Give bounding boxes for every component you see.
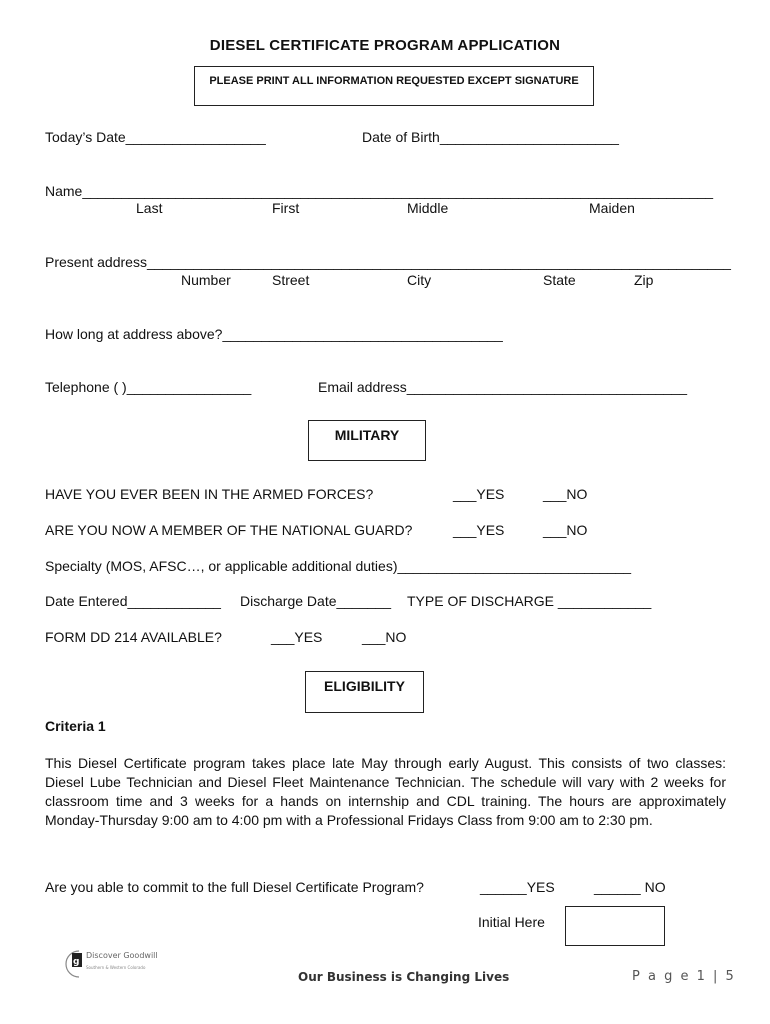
- national-guard-question: ARE YOU NOW A MEMBER OF THE NATIONAL GUARD?: [45, 522, 413, 538]
- armed-forces-yes[interactable]: ___YES: [453, 486, 505, 502]
- commit-question: Are you able to commit to the full Diesel Certificate Program?: [45, 879, 424, 895]
- commit-no[interactable]: ______ NO: [594, 879, 666, 895]
- specialty-field[interactable]: Specialty (MOS, AFSC…, or applicable additional duties)______________________________: [45, 558, 632, 574]
- national-guard-yes[interactable]: ___YES: [453, 522, 505, 538]
- military-heading: MILITARY: [308, 420, 426, 461]
- armed-forces-question: HAVE YOU EVER BEEN IN THE ARMED FORCES?: [45, 486, 374, 502]
- form-title: DIESEL CERTIFICATE PROGRAM APPLICATION: [209, 37, 561, 54]
- address-part-number: Number: [181, 272, 231, 288]
- discharge-type-field[interactable]: TYPE OF DISCHARGE ____________: [407, 593, 652, 609]
- program-description: This Diesel Certificate program takes place late May through early August. This consists of two classes: Diesel Lube Technician and Diesel Fleet Maintenance Technician. The schedule will vary with 2 weeks for classroom time and 3 weeks for a hands on internship and CDL training. The hours are approximately Monday-Thursday 9:00 am to 4:00 pm with a Professional Fridays Class from 9:00 am to 2:30 pm.: [45, 755, 726, 828]
- todays-date-field[interactable]: Today’s Date__________________: [45, 129, 266, 145]
- address-part-state: State: [543, 272, 576, 288]
- page-number: P a g e 1 | 5: [632, 969, 736, 984]
- name-field[interactable]: Name_________________________________________________________________________________: [45, 183, 714, 199]
- svg-text:g: g: [73, 957, 80, 967]
- criteria-heading: Criteria 1: [45, 718, 106, 734]
- commit-yes[interactable]: ______YES: [480, 879, 555, 895]
- name-part-maiden: Maiden: [589, 200, 635, 216]
- discharge-date-field[interactable]: Discharge Date_______: [240, 593, 391, 609]
- address-part-zip: Zip: [634, 272, 654, 288]
- name-part-middle: Middle: [407, 200, 449, 216]
- eligibility-heading: ELIGIBILITY: [305, 671, 424, 713]
- footer-tagline: Our Business is Changing Lives: [298, 970, 510, 984]
- armed-forces-no[interactable]: ___NO: [543, 486, 588, 502]
- goodwill-logo: [70, 947, 158, 979]
- print-notice: PLEASE PRINT ALL INFORMATION REQUESTED EXCEPT SIGNATURE: [194, 66, 594, 106]
- initial-box[interactable]: [565, 906, 665, 946]
- goodwill-logo-icon: [70, 947, 158, 979]
- telephone-field[interactable]: Telephone ( )________________: [45, 379, 252, 395]
- address-part-street: Street: [272, 272, 310, 288]
- national-guard-no[interactable]: ___NO: [543, 522, 588, 538]
- initial-here-label: Initial Here: [478, 914, 545, 930]
- name-part-first: First: [272, 200, 300, 216]
- date-of-birth-field[interactable]: Date of Birth_______________________: [362, 129, 619, 145]
- dd214-no[interactable]: ___NO: [362, 629, 407, 645]
- date-entered-field[interactable]: Date Entered____________: [45, 593, 221, 609]
- dd214-question: FORM DD 214 AVAILABLE?: [45, 629, 222, 645]
- email-field[interactable]: Email address____________________________________: [318, 379, 688, 395]
- address-part-city: City: [407, 272, 432, 288]
- dd214-yes[interactable]: ___YES: [271, 629, 323, 645]
- how-long-at-address-field[interactable]: How long at address above?____________________________________: [45, 326, 503, 342]
- logo-sub-text: Southern & Western Colorado: [86, 965, 146, 970]
- logo-discover-text: Discover Goodwill: [86, 951, 158, 960]
- name-part-last: Last: [136, 200, 163, 216]
- present-address-field[interactable]: Present address___________________________________________________________________________: [45, 254, 731, 270]
